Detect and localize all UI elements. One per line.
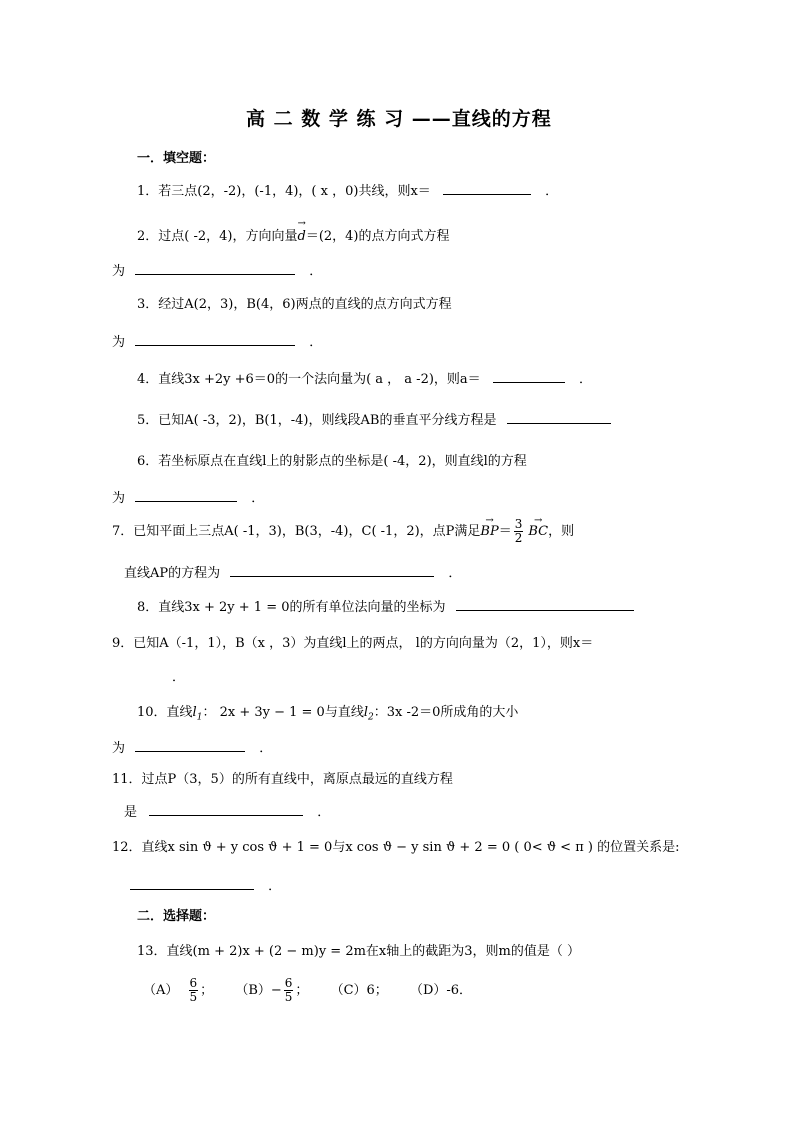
question-11-lead: 是 bbox=[124, 805, 138, 820]
option-a-label: （A） bbox=[143, 983, 179, 998]
question-12-end: ． bbox=[268, 879, 282, 894]
question-2 bbox=[137, 225, 450, 244]
question-10-line2 bbox=[112, 737, 272, 756]
question-9-line2: ． bbox=[172, 670, 186, 685]
question-6-end: ． bbox=[251, 491, 265, 506]
answer-blank-4[interactable] bbox=[493, 369, 565, 383]
vector-bc: → BC bbox=[528, 516, 548, 548]
question-8-text: 8．直线3x + 2y + 1 = 0的所有单位法向量的坐标为 bbox=[137, 600, 446, 615]
question-7-line2 bbox=[124, 562, 461, 581]
question-7-eq: ＝ bbox=[498, 524, 512, 539]
line-l2 bbox=[363, 705, 374, 723]
answer-blank-7[interactable] bbox=[230, 563, 434, 577]
answer-blank-11[interactable] bbox=[149, 802, 303, 816]
question-4-end: ． bbox=[578, 372, 592, 387]
line-l2-symbol: l bbox=[363, 705, 368, 720]
answer-blank-2[interactable] bbox=[135, 261, 295, 275]
answer-blank-5[interactable] bbox=[507, 410, 611, 424]
option-a-denominator: 5 bbox=[189, 990, 198, 1004]
option-b-label: （B）− bbox=[235, 983, 282, 998]
answer-blank-10[interactable] bbox=[135, 738, 245, 752]
question-4 bbox=[137, 368, 592, 387]
question-2-lead: 为 bbox=[112, 264, 126, 279]
option-a-numerator: 6 bbox=[189, 976, 198, 991]
question-1 bbox=[137, 180, 558, 199]
question-5-text: 5．已知A( -3，2)，B(1，-4)，则线段AB的垂直平分线方程是 bbox=[137, 413, 497, 428]
vector-bp: → BP bbox=[480, 516, 498, 548]
question-8 bbox=[137, 596, 634, 615]
question-3-end: ． bbox=[309, 335, 323, 350]
option-b-end: ； bbox=[295, 983, 309, 998]
question-6-lead: 为 bbox=[112, 491, 126, 506]
question-2-text-a: 2．过点( -2，4)，方向向量 bbox=[137, 229, 298, 244]
option-a-end: ； bbox=[200, 983, 214, 998]
answer-blank-12[interactable] bbox=[130, 876, 254, 890]
fraction-3-2 bbox=[514, 518, 524, 544]
question-2-end: ． bbox=[309, 264, 323, 279]
question-3: 3．经过A(2，3)，B(4，6)两点的直线的点方向式方程 bbox=[137, 297, 452, 312]
option-b[interactable] bbox=[235, 976, 312, 1004]
question-11: 11．过点P（3，5）的所有直线中，离原点最远的直线方程 bbox=[112, 772, 453, 787]
question-13: 13．直线(m + 2)x + (2 − m)y = 2m在x轴上的截距为3，则m的值是（ ） bbox=[137, 944, 580, 959]
question-10-text-b: ： 2x + 3y − 1 = 0与直线 bbox=[202, 705, 364, 720]
question-5 bbox=[137, 409, 611, 428]
answer-blank-1[interactable] bbox=[443, 181, 531, 195]
fraction-denominator: 2 bbox=[514, 531, 523, 545]
question-10-lead: 为 bbox=[112, 741, 126, 756]
section-heading-fill-in: 一．填空题： bbox=[137, 151, 216, 166]
answer-blank-8[interactable] bbox=[456, 597, 634, 611]
question-2-line2 bbox=[112, 260, 322, 279]
question-13-options bbox=[143, 971, 472, 1011]
question-7-end: ． bbox=[448, 566, 462, 581]
option-a-fraction bbox=[189, 977, 199, 1003]
question-4-text: 4．直线3x +2y +6＝0的一个法向量为( a ， a -2)，则a＝ bbox=[137, 372, 481, 387]
question-6-line2 bbox=[112, 487, 264, 506]
option-d[interactable]: （D）-6． bbox=[409, 983, 473, 998]
line-l1-subscript: 1 bbox=[196, 712, 203, 723]
question-10-text-c: ：3x -2＝0所成角的大小 bbox=[373, 705, 519, 720]
answer-blank-3[interactable] bbox=[135, 332, 295, 346]
question-10 bbox=[137, 701, 518, 723]
question-2-text-b: ＝(2，4)的点方向式方程 bbox=[305, 229, 450, 244]
question-11-line2 bbox=[124, 801, 330, 820]
question-6: 6．若坐标原点在直线l上的射影点的坐标是( -4，2)，则直线l的方程 bbox=[137, 454, 527, 469]
question-10-end: ． bbox=[259, 741, 273, 756]
question-9: 9．已知A（-1，1），B（x ，3）为直线l上的两点， l的方向向量为（2，1），则x＝ bbox=[112, 636, 594, 651]
vector-d: → d bbox=[297, 229, 305, 244]
option-b-denominator: 5 bbox=[284, 990, 293, 1004]
fraction-numerator: 3 bbox=[514, 517, 523, 532]
question-3-lead: 为 bbox=[112, 335, 126, 350]
question-1-text: 1．若三点(2，-2)，(-1，4)，( x ，0)共线，则x＝ bbox=[137, 184, 431, 199]
answer-blank-6[interactable] bbox=[135, 488, 237, 502]
question-7-text-b: ，则 bbox=[548, 524, 575, 539]
option-a[interactable] bbox=[143, 976, 217, 1004]
line-l1-symbol: l bbox=[192, 705, 197, 720]
option-b-numerator: 6 bbox=[284, 976, 293, 991]
question-3-line2 bbox=[112, 331, 322, 350]
page-title: 高 二 数 学 练 习 ——直线的方程 bbox=[246, 108, 552, 130]
question-12-line2 bbox=[130, 875, 281, 894]
question-1-end: ． bbox=[545, 184, 559, 199]
question-7 bbox=[112, 516, 574, 548]
question-7-lead: 直线AP的方程为 bbox=[124, 566, 221, 581]
question-11-end: ． bbox=[317, 805, 331, 820]
line-l1 bbox=[192, 705, 203, 723]
option-c[interactable]: （C）6； bbox=[330, 983, 388, 998]
section-heading-multiple-choice: 二．选择题： bbox=[137, 909, 216, 924]
question-7-text-a: 7．已知平面上三点A( -1，3)，B(3，-4)，C( -1，2)，点P满足 bbox=[112, 524, 481, 539]
line-l2-subscript: 2 bbox=[368, 712, 374, 723]
option-b-fraction bbox=[284, 977, 294, 1003]
question-10-text-a: 10．直线 bbox=[137, 705, 193, 720]
question-12: 12．直线x sin ϑ + y cos ϑ + 1 = 0与x cos ϑ − y sin ϑ + 2 = 0 ( 0< ϑ < π ) 的位置关系是: bbox=[112, 840, 680, 855]
